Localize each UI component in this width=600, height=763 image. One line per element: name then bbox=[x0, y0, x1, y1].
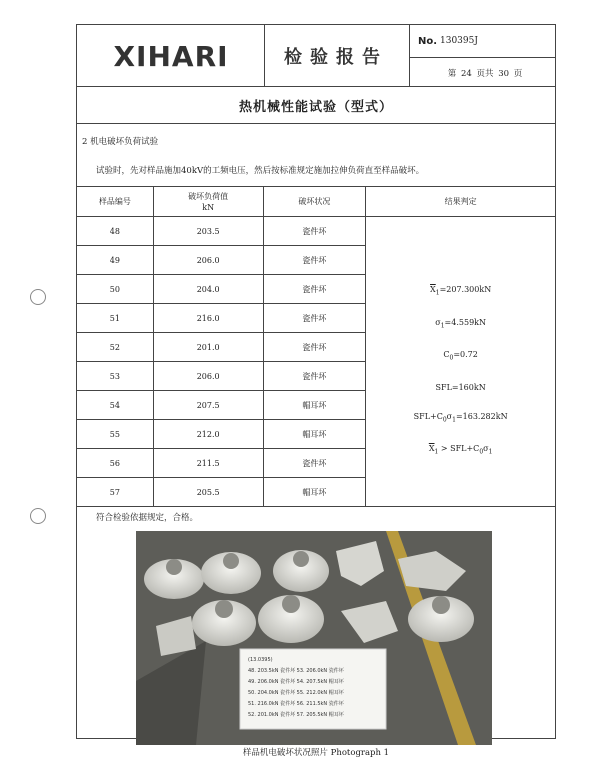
mean-value: $\overline{X}_1=207.300kN$ bbox=[430, 285, 492, 297]
card-line: 49. 206.0kN 瓷件坏 54. 207.5kN 帽耳坏 bbox=[248, 679, 344, 685]
col-header-failure-load: 破坏负荷值 kN bbox=[153, 187, 263, 217]
label-card-text bbox=[248, 655, 384, 721]
header-divider bbox=[76, 86, 556, 87]
sample-id: 51 bbox=[77, 304, 154, 333]
sample-id: 53 bbox=[77, 362, 154, 391]
acceptance-criterion: $\overline{X}_1 > SFL+C_0\sigma_1$ bbox=[428, 444, 493, 456]
failure-load: 207.5 bbox=[153, 391, 263, 420]
sfl-value: SFL=160kN bbox=[435, 382, 486, 392]
failure-load: 216.0 bbox=[153, 304, 263, 333]
sample-id: 56 bbox=[77, 449, 154, 478]
failure-load: 203.5 bbox=[153, 217, 263, 246]
failure-mode: 瓷件坏 bbox=[263, 246, 366, 275]
sample-id: 57 bbox=[77, 478, 154, 507]
failure-load: 201.0 bbox=[153, 333, 263, 362]
failure-load: 206.0 bbox=[153, 362, 263, 391]
failure-load: 212.0 bbox=[153, 420, 263, 449]
col-header-failure-mode: 破坏状况 bbox=[263, 187, 366, 217]
title-cell-divider bbox=[409, 24, 410, 86]
sample-id: 55 bbox=[77, 420, 154, 449]
report-title: 检验报告 bbox=[284, 47, 388, 68]
sfl-plus-value: $SFL+C_0\sigma_1=163.282kN$ bbox=[413, 411, 508, 424]
punch-hole-top bbox=[30, 289, 46, 305]
failure-mode: 瓷件坏 bbox=[263, 362, 366, 391]
section-heading: 2 机电破坏负荷试验 bbox=[82, 137, 159, 147]
no-divider bbox=[409, 57, 556, 58]
card-line: (13.0395) bbox=[248, 657, 273, 663]
card-line: 52. 201.0kN 瓷件坏 57. 205.5kN 帽耳坏 bbox=[248, 712, 344, 718]
failure-load: 206.0 bbox=[153, 246, 263, 275]
failure-load: 204.0 bbox=[153, 275, 263, 304]
photo-caption: 样品机电破坏状况照片 Photograph 1 bbox=[242, 748, 390, 758]
results-table bbox=[76, 186, 556, 507]
failure-mode: 瓷件坏 bbox=[263, 275, 366, 304]
test-description: 试验时，先对样品施加40kV的工频电压，然后按标准规定施加拉伸负荷直至样品破坏。 bbox=[96, 166, 425, 176]
failure-mode: 帽耳坏 bbox=[263, 478, 366, 507]
company-logo: XIHARI bbox=[113, 39, 229, 73]
failure-mode: 帽耳坏 bbox=[263, 420, 366, 449]
failure-load: 211.5 bbox=[153, 449, 263, 478]
sample-id: 49 bbox=[77, 246, 154, 275]
page-title: 热机械性能试验（型式） bbox=[238, 100, 393, 115]
failure-mode: 瓷件坏 bbox=[263, 449, 366, 478]
col-header-sample-id: 样品编号 bbox=[77, 187, 154, 217]
card-line: 48. 203.5kN 瓷件坏 53. 206.0kN 瓷件坏 bbox=[248, 668, 344, 674]
punch-hole-bottom bbox=[30, 508, 46, 524]
table-header-row bbox=[77, 187, 556, 217]
page-info: 第 24 页共 30 页 bbox=[447, 69, 523, 79]
failure-load: 205.5 bbox=[153, 478, 263, 507]
c0-value: $C_0=0.72$ bbox=[443, 350, 478, 362]
report-number-label: No. bbox=[418, 36, 438, 47]
failure-mode: 瓷件坏 bbox=[263, 333, 366, 362]
col-header-judgment: 结果判定 bbox=[366, 187, 556, 217]
card-line: 50. 204.0kN 瓷件坏 55. 212.0kN 帽耳坏 bbox=[248, 690, 344, 696]
sample-id: 54 bbox=[77, 391, 154, 420]
title-divider bbox=[76, 123, 556, 124]
report-number: 130395J bbox=[440, 36, 478, 46]
conclusion: 符合检验依据规定，合格。 bbox=[96, 513, 199, 523]
test-photograph bbox=[136, 531, 492, 745]
failure-mode: 瓷件坏 bbox=[263, 304, 366, 333]
table-row bbox=[77, 217, 556, 246]
failure-mode: 帽耳坏 bbox=[263, 391, 366, 420]
failure-mode: 瓷件坏 bbox=[263, 217, 366, 246]
sample-id: 50 bbox=[77, 275, 154, 304]
card-line: 51. 216.0kN 瓷件坏 56. 211.5kN 瓷件坏 bbox=[248, 701, 344, 707]
sample-id: 52 bbox=[77, 333, 154, 362]
sample-id: 48 bbox=[77, 217, 154, 246]
std-deviation: $\sigma_1=4.559kN$ bbox=[435, 317, 486, 330]
judgment-cell bbox=[366, 217, 556, 507]
